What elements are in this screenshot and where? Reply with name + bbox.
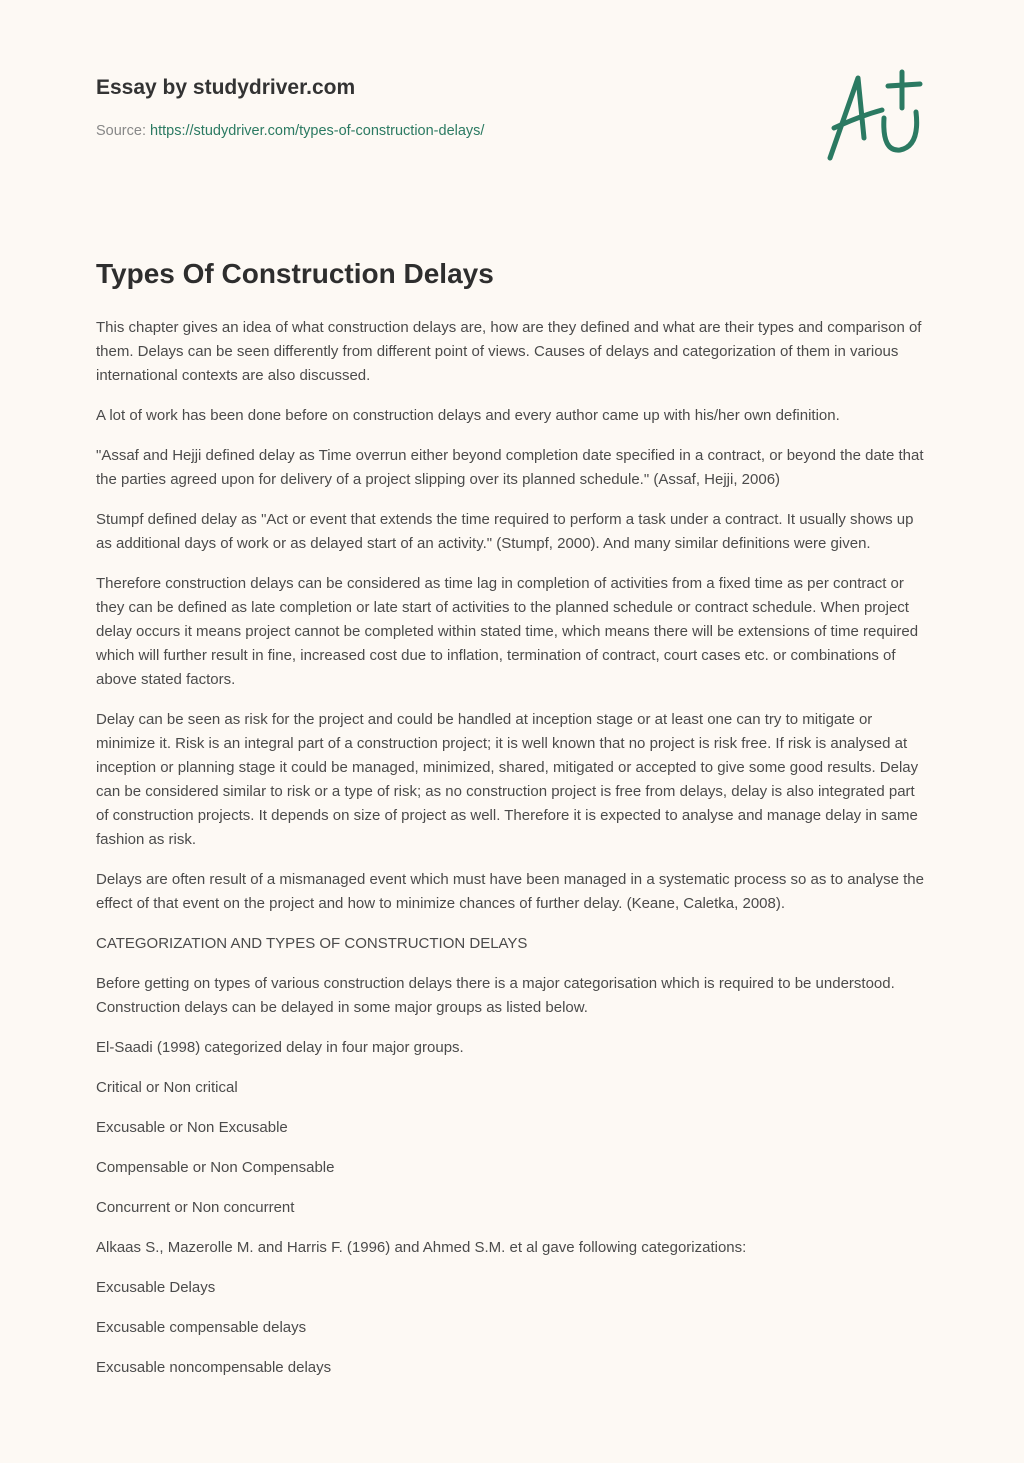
essay-body [96, 254, 930, 1396]
essay-paragraph: This chapter gives an idea of what construction delays are, how are they defined and what are their types and comparison of them. Delays can be seen differently from different point of views. Causes of delays and categorization of them in various international contexts are also discussed. [96, 319, 922, 384]
essay-paragraph: Delay can be seen as risk for the project and could be handled at inception stage or at least one can try to mitigate or minimize it. Risk is an integral part of a construction project; it is well known that no project is risk free. If risk is analysed at inception or planning stage it could be managed, minimized, shared, mitigated or accepted to give some good results. Delay can be considered similar to risk or a type of risk; as no construction project is free from delays, delay is also integrated part of construction projects. It depends on size of project as well. Therefore it is expected to analyse and manage delay in same fashion as risk. [96, 711, 919, 848]
source-link[interactable]: https://studydriver.com/types-of-construction-delays/ [150, 123, 485, 139]
essay-paragraph: Excusable Delays [96, 1279, 216, 1296]
essay-paragraph: Alkaas S., Mazerolle M. and Harris F. (1996) and Ahmed S.M. et al gave following categorizations: [96, 1239, 747, 1256]
essay-paragraph: El-Saadi (1998) categorized delay in four major groups. [96, 1039, 464, 1056]
essay-paragraph: Before getting on types of various construction delays there is a major categorisation which is required to be understood. Construction delays can be delayed in some major groups as listed below. [96, 975, 895, 1016]
essay-paragraph: A lot of work has been done before on construction delays and every author came up with his/her own definition. [96, 407, 840, 424]
site-title: Essay by studydriver.com [96, 76, 356, 99]
a-plus-logo-icon [820, 68, 930, 164]
essay-paragraph: Excusable compensable delays [96, 1319, 307, 1336]
essay-paragraph: CATEGORIZATION AND TYPES OF CONSTRUCTION DELAYS [96, 935, 528, 952]
essay-paragraph: "Assaf and Hejji defined delay as Time overrun either beyond completion date specified in a contract, or beyond the date that the parties agreed upon for delivery of a project slipping over its planned schedule." (Assaf, Hejji, 2006) [96, 447, 924, 488]
essay-title: Types Of Construction Delays [96, 258, 494, 289]
essay-paragraph: Delays are often result of a mismanaged event which must have been managed in a systematic process so as to analyse the effect of that event on the project and how to minimize chances of further delay. (Keane, Caletka, 2008). [96, 871, 924, 912]
source-line [96, 123, 484, 139]
essay-paragraph: Compensable or Non Compensable [96, 1159, 335, 1176]
essay-paragraph: Stumpf defined delay as "Act or event that extends the time required to perform a task under a contract. It usually shows up as additional days of work or as delayed start of an activity." (Stumpf, 2000). And many similar definitions were given. [96, 511, 914, 552]
essay-paragraph: Excusable noncompensable delays [96, 1359, 332, 1376]
essay-paragraph: Excusable or Non Excusable [96, 1119, 288, 1136]
source-label: Source: [96, 123, 146, 139]
essay-paragraph: Concurrent or Non concurrent [96, 1199, 295, 1216]
essay-paragraph: Therefore construction delays can be considered as time lag in completion of activities from a fixed time as per contract or they can be defined as late completion or late start of activities to the planned schedule or contract schedule. When project delay occurs it means project cannot be completed within stated time, which means there will be extensions of time required which will further result in fine, increased cost due to inflation, termination of contract, court cases etc. or combinations of above stated factors. [96, 575, 919, 688]
essay-paragraph: Critical or Non critical [96, 1079, 238, 1096]
